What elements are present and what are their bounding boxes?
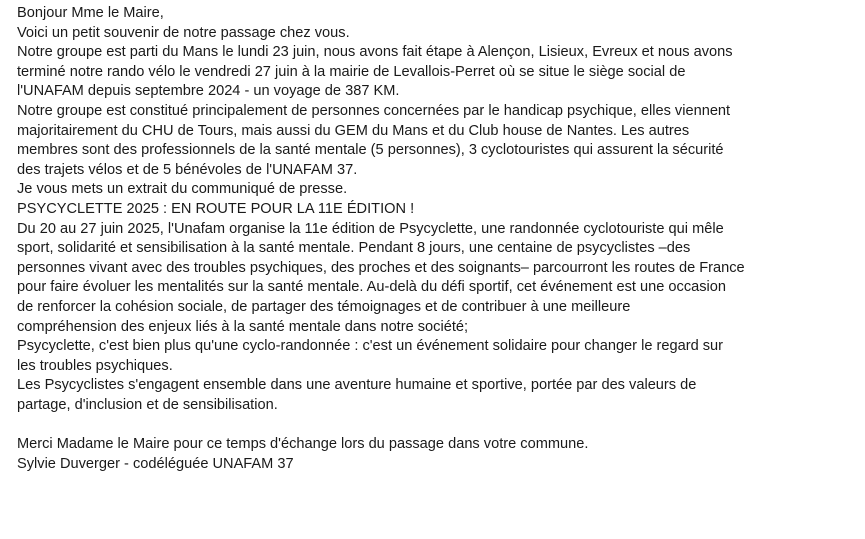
salutation: Bonjour Mme le Maire, xyxy=(17,5,164,21)
journey-paragraph: Notre groupe est parti du Mans le lundi 23 juin, nous avons fait étape à Alençon, Lisieux, Evreux et nous avons terminé notre rando vélo le vendredi 27 juin à la mairie de Levallois-Perret où se situe le siège social de l'UNAFAM depuis septembre 2024 - un voyage de 387 KM. xyxy=(17,44,733,100)
thanks-line: Merci Madame le Maire pour ce temps d'échange lors du passage dans votre commune. xyxy=(17,436,589,453)
group-paragraph: Notre groupe est constitué principalement de personnes concernées par le handicap psychique, elles viennent majoritairement du CHU de Tours, mais aussi du GEM du Mans et du Club house de Nantes. Les autres membres sont des professionnels de la santé mentale (5 personnes), 3 cyclotouristes qui assurent la sécurité des trajets vélos et de 5 bénévoles de l'UNAFAM 37. xyxy=(17,102,731,178)
press-release-body: Du 20 au 27 juin 2025, l'Unafam organise la 11e édition de Psycyclette, une randonnée cyclotouriste qui mêle sport, solidarité et sensibilisation à la santé mentale. Pendant 8 jours, une centaine de psycyclistes –des personnes vivant avec des troubles psychiques, des proches et des soignants– parcourront les routes de France pour faire évoluer les mentalités sur la santé mentale. Au-delà du défi sportif, cet événement est une occasion de renforcer la cohésion sociale, de partager des témoignages et de contribuer à une meilleure compréhension des enjeux liés à la santé mentale dans notre société; xyxy=(17,220,745,335)
paragraph-spacer xyxy=(17,415,857,435)
letter-document xyxy=(17,4,857,474)
press-intro-line: Je vous mets un extrait du communiqué de presse. xyxy=(17,181,348,198)
signature: Sylvie Duverger - codéléguée UNAFAM 37 xyxy=(17,455,294,472)
press-release-event: Psycyclette, c'est bien plus qu'une cyclo-randonnée : c'est un événement solidaire pour changer le regard sur les troubles psychiques. xyxy=(17,338,724,374)
intro-line: Voici un petit souvenir de notre passage chez vous. xyxy=(17,24,350,41)
press-release-values: Les Psycyclistes s'engagent ensemble dans une aventure humaine et sportive, portée par des valeurs de partage, d'inclusion et de sensibilisation. xyxy=(17,377,697,413)
press-release-title: PSYCYCLETTE 2025 : EN ROUTE POUR LA 11E ÉDITION ! xyxy=(17,200,415,217)
